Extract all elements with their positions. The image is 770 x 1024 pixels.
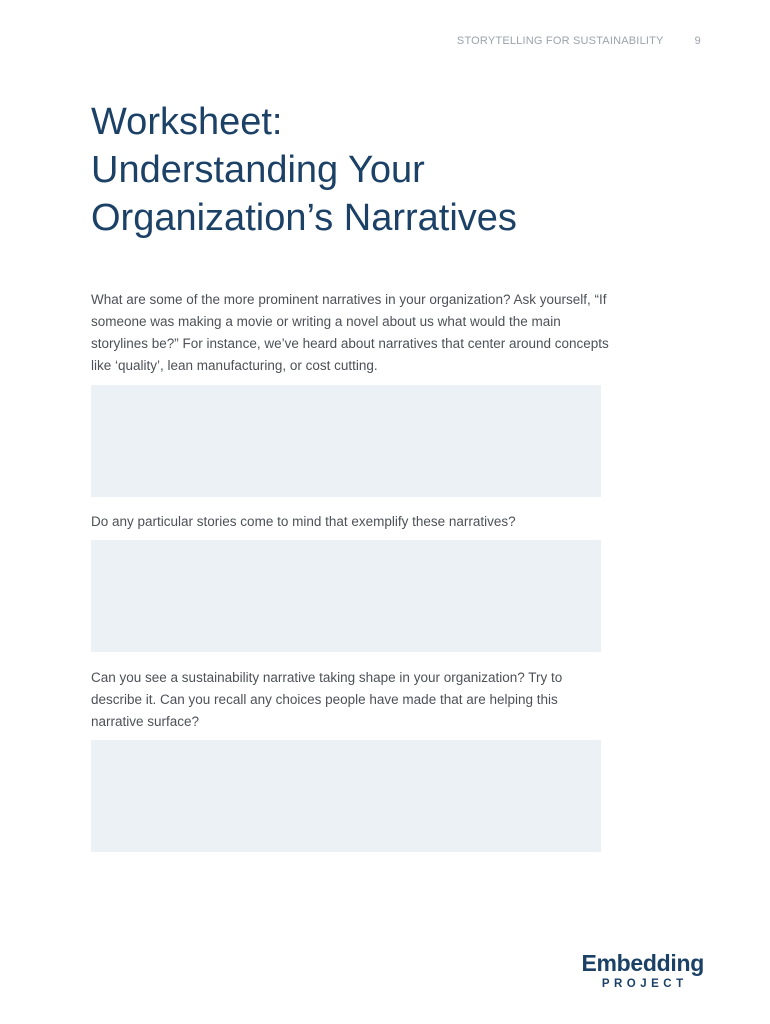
- page-title-line-1: Worksheet:: [91, 101, 283, 143]
- question-1-text: What are some of the more prominent narratives in your organization? Ask yourself, “If someone was making a movie or writing a novel about us what would the main storylines be?” For instance, we’ve heard about narratives that center around concepts like ‘quality’, lean manufacturing, or cost cutting.: [91, 292, 609, 373]
- logo-main-text: Embedding: [581, 950, 704, 976]
- embedding-project-logo: [581, 950, 704, 990]
- running-header: [457, 35, 701, 47]
- question-3-text: Can you see a sustainability narrative taking shape in your organization? Try to describe it. Can you recall any choices people have made that are helping this narrative surface?: [91, 670, 563, 729]
- running-title: STORYTELLING FOR SUSTAINABILITY: [456, 35, 664, 47]
- page-title-line-3: Organization’s Narratives: [91, 197, 517, 239]
- page-title: [91, 98, 517, 242]
- page-title-line-2: Understanding Your: [91, 149, 425, 191]
- question-2-text: Do any particular stories come to mind that exemplify these narratives?: [91, 514, 516, 529]
- answer-box-3[interactable]: [91, 740, 601, 852]
- logo-sub-text: PROJECT: [601, 978, 688, 990]
- page-number: 9: [694, 35, 701, 47]
- answer-box-1[interactable]: [91, 385, 601, 497]
- answer-box-2[interactable]: [91, 540, 601, 652]
